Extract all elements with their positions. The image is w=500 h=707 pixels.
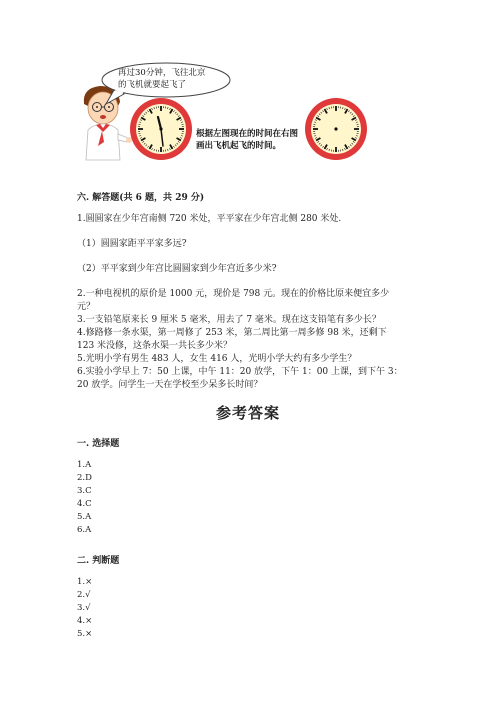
question-2-line-1: 2.一种电视机的原价是 1000 元，现价是 798 元。现在的价格比原来便宜多少 bbox=[77, 289, 390, 299]
question-1: 1.圆圆家在少年宫南侧 720 米处，平平家在少年宫北侧 280 米处. bbox=[77, 214, 342, 224]
list-item: 2.D bbox=[77, 473, 92, 483]
list-item: 1.A bbox=[77, 460, 92, 470]
question-4-line-1: 4.修路修一条水渠，第一周修了 253 米，第二周比第一周多修 98 米，还剩下 bbox=[77, 328, 387, 338]
speech-line-2: 的飞机就要起飞了 bbox=[118, 80, 187, 90]
speech-line-1: 再过30分钟，飞往北京 bbox=[118, 68, 206, 78]
list-item: 5.× bbox=[77, 629, 93, 639]
list-item: 6.A bbox=[77, 525, 92, 535]
answers-section-2-title: 二. 判断题 bbox=[77, 556, 120, 566]
list-item: 3.C bbox=[77, 486, 92, 496]
list-item: 2.√ bbox=[77, 590, 91, 600]
list-item: 4.× bbox=[77, 616, 93, 626]
clock-current-time bbox=[128, 96, 194, 162]
question-2-line-2: 元？ bbox=[77, 302, 96, 312]
question-1-part-2: （2）平平家到少年宫比圆圆家到少年宫近多少米? bbox=[77, 264, 277, 274]
question-1-part-1: （1）圆圆家距平平家多远? bbox=[77, 239, 187, 249]
clock-blank bbox=[303, 96, 369, 162]
answers-title: 参考答案 bbox=[216, 404, 281, 422]
instruction-line-2: 画出飞机起飞的时间。 bbox=[196, 141, 282, 151]
list-item: 4.C bbox=[77, 499, 92, 509]
question-6-line-1: 6.实验小学早上 7：50 上课，中午 11：20 放学，下午 1：00 上课，到下午 3： bbox=[77, 367, 403, 377]
list-item: 1.× bbox=[77, 577, 93, 587]
question-6-line-2: 20 放学。问学生一天在学校至少呆多长时间？ bbox=[77, 380, 263, 390]
answers-section-1-title: 一. 选择题 bbox=[77, 439, 120, 449]
section-6-title: 六. 解答题(共 6 题，共 29 分) bbox=[77, 193, 205, 203]
list-item: 5.A bbox=[77, 512, 92, 522]
list-item: 3.√ bbox=[77, 603, 91, 613]
question-4-line-2: 123 米没修，这条水渠一共长多少米？ bbox=[77, 341, 233, 351]
answers-section-1-list bbox=[77, 459, 92, 537]
answers-section-2-list bbox=[77, 576, 92, 641]
question-5: 5.光明小学有男生 483 人，女生 416 人，光明小学大约有多少学生？ bbox=[77, 354, 357, 364]
instruction-line-1: 根据左图现在的时间在右图 bbox=[196, 129, 299, 139]
question-3: 3.一支铅笔原来长 9 厘米 5 毫米，用去了 7 毫米。现在这支铅笔有多少长？ bbox=[77, 315, 381, 325]
